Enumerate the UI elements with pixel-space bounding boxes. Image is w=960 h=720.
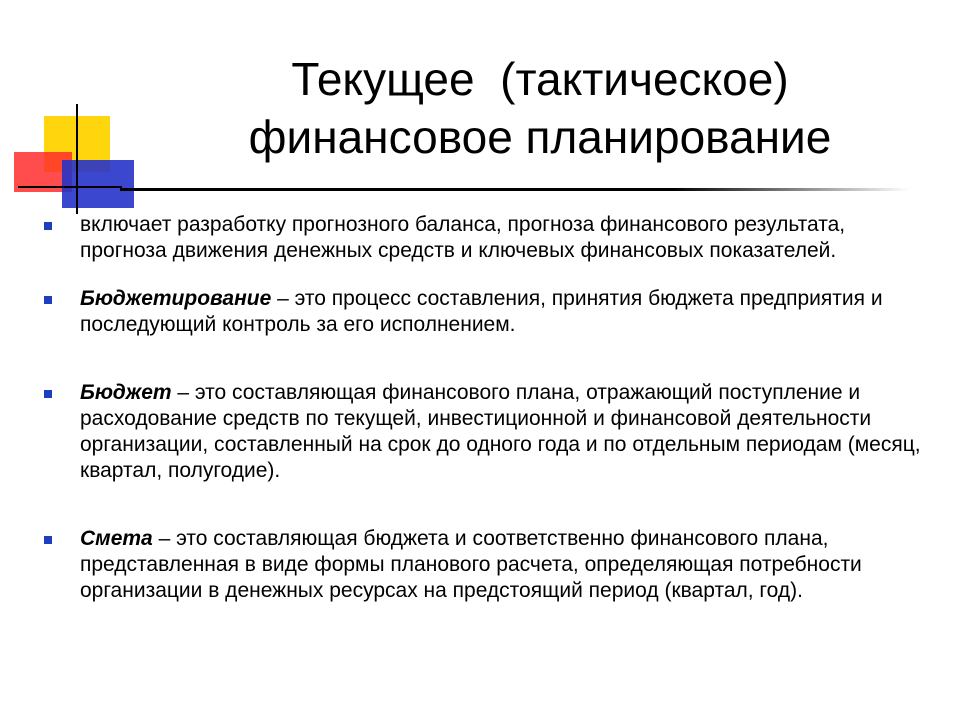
bullet-item [44, 286, 924, 338]
square-bullet-icon [44, 296, 52, 304]
vertical-line [76, 104, 78, 214]
bullet-text: – это составляющая финансового плана, отражающий поступление и расходование средств по текущей, инвестиционной и финансовой деятельности организации, составленный на срок до одного года и по отдельным периодам (месяц, квартал, полугодие). [80, 381, 921, 482]
square-bullet-icon [44, 390, 52, 398]
square-bullet-icon [44, 536, 52, 544]
square-bullet-icon [44, 222, 52, 230]
bullet-term: Бюджет [80, 381, 172, 404]
bullet-text: – это составляющая бюджета и соответственно финансового плана, представленная в виде формы планового расчета, определяющая потребности организации в денежных ресурсах на предстоящий период (квартал, год). [80, 527, 862, 602]
bullet-term: Смета [80, 527, 153, 550]
bullet-item [44, 526, 924, 604]
title-line-1: Текущее (тактическое) [291, 53, 789, 105]
bullet-item [44, 380, 924, 484]
title-line-2: финансовое планирование [248, 111, 832, 163]
bullet-list [44, 212, 924, 604]
bullet-term: Бюджетирование [80, 287, 272, 310]
bullet-item [44, 212, 924, 264]
bullet-text: – это процесс составления, принятия бюджета предприятия и последующий контроль за его исполнением. [80, 287, 883, 336]
bullet-text: включает разработку прогнозного баланса, прогноза финансового результата, прогноза движения денежных средств и ключевых финансовых показателей. [80, 213, 846, 262]
slide-title [160, 50, 920, 166]
blue-square [62, 160, 134, 208]
horizontal-line [18, 186, 122, 188]
decorative-squares-logo [0, 0, 140, 220]
title-underline [120, 188, 910, 191]
